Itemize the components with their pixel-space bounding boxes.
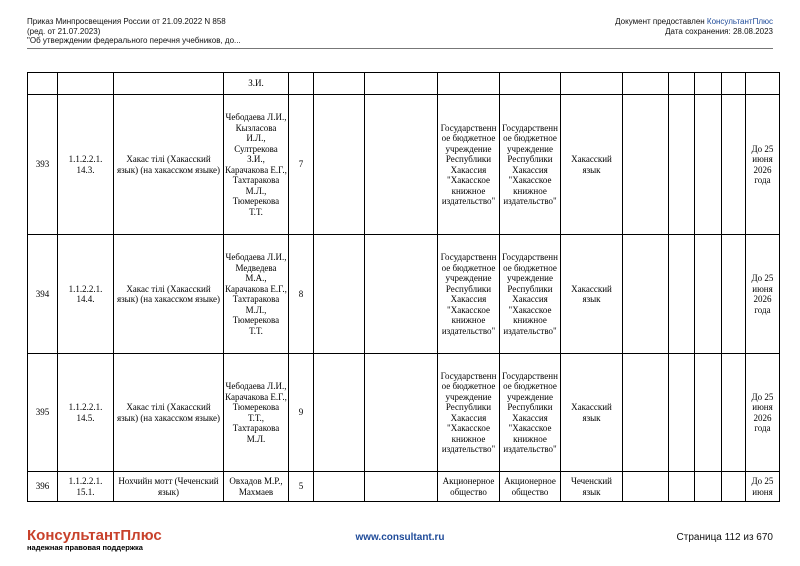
cell-code: 1.1.2.2.1. 14.4. [58,235,114,354]
cell-title: Хакас тілі (Хакасский язык) (на хакасском языке) [114,235,224,354]
cell-empty [365,354,438,472]
cell-empty [314,235,365,354]
header-divider [27,48,773,49]
cell-empty [365,95,438,235]
provided-by-text: Документ предоставлен [615,17,707,26]
doc-title-line: "Об утверждении федерального перечня учебников, до... [27,36,241,45]
cell-code: 1.1.2.2.1. 14.3. [58,95,114,235]
cell-authors: Чебодаева Л.И., Кызласова И.Л., Султрекова З.И., Карачакова Е.Г., Тахтаракова М.Л., Тюмерекова Т.Т. [224,95,289,235]
document-header-right [615,17,773,36]
cell-title: Хакас тілі (Хакасский язык) (на хакасском языке) [114,354,224,472]
cell-empty [314,95,365,235]
cell-code [58,73,114,95]
cell-empty [722,354,746,472]
cell-language: Хакасский язык [561,235,623,354]
cell-empty [623,472,669,502]
cell-grade: 7 [289,95,314,235]
page-counter: Страница 112 из 670 [676,532,773,543]
cell-publisher: Акционерное общество [438,472,500,502]
cell-empty [722,235,746,354]
save-date: Дата сохранения: 28.08.2023 [665,26,773,36]
cell-empty [695,235,722,354]
cell-code: 1.1.2.2.1. 15.1. [58,472,114,502]
cell-empty [695,354,722,472]
table-row [28,235,780,354]
cell-num [28,73,58,95]
cell-rights: Государственное бюджетное учреждение Республики Хакассия "Хакасское книжное издательство" [500,235,561,354]
cell-authors: Овхадов М.Р., Махмаев [224,472,289,502]
cell-empty [365,235,438,354]
cell-empty [314,73,365,95]
table-row-continued [28,73,780,95]
table-row [28,354,780,472]
cell-deadline: До 25 июня 2026 года [746,354,780,472]
cell-code: 1.1.2.2.1. 14.5. [58,354,114,472]
cell-empty [623,354,669,472]
cell-num: 395 [28,354,58,472]
cell-empty [722,73,746,95]
cell-empty [669,95,695,235]
footer-brand-logo: КонсультантПлюс [27,527,162,544]
cell-empty [669,73,695,95]
cell-num: 393 [28,95,58,235]
cell-publisher [438,73,500,95]
cell-title: Нохчийн мотт (Чеченский язык) [114,472,224,502]
footer-site-link[interactable]: www.consultant.ru [355,532,445,543]
textbook-table [27,72,780,502]
cell-empty [669,472,695,502]
cell-rights: Государственное бюджетное учреждение Республики Хакассия "Хакасское книжное издательство" [500,95,561,235]
table-row [28,95,780,235]
cell-title: Хакас тілі (Хакасский язык) (на хакасском языке) [114,95,224,235]
cell-grade: 9 [289,354,314,472]
cell-language: Чеченский язык [561,472,623,502]
cell-authors: Чебодаева Л.И., Карачакова Е.Г., Тюмерекова Т.Т., Тахтаракова М.Л. [224,354,289,472]
cell-empty [722,472,746,502]
cell-empty [314,472,365,502]
cell-language: Хакасский язык [561,95,623,235]
document-header-left [27,17,241,46]
cell-publisher: Государственное бюджетное учреждение Республики Хакассия "Хакасское книжное издательство" [438,354,500,472]
cell-num: 396 [28,472,58,502]
cell-empty [623,73,669,95]
cell-publisher: Государственное бюджетное учреждение Республики Хакассия "Хакасское книжное издательство" [438,235,500,354]
cell-grade: 5 [289,472,314,502]
cell-rights: Государственное бюджетное учреждение Республики Хакассия "Хакасское книжное издательство" [500,354,561,472]
cell-grade [289,73,314,95]
cell-empty [722,95,746,235]
cell-empty [623,235,669,354]
cell-empty [365,73,438,95]
cell-empty [314,354,365,472]
cell-deadline: До 25 июня 2026 года [746,95,780,235]
cell-empty [669,235,695,354]
cell-rights: Акционерное общество [500,472,561,502]
footer-tagline: надежная правовая поддержка [27,543,143,552]
cell-rights [500,73,561,95]
provider-brand-link[interactable]: КонсультантПлюс [706,17,773,26]
table-row [28,472,780,502]
cell-empty [695,95,722,235]
cell-deadline: До 25 июня [746,472,780,502]
doc-edition-line: (ред. от 21.07.2023) [27,26,101,36]
cell-empty [365,472,438,502]
cell-empty [669,354,695,472]
cell-authors: З.И. [224,73,289,95]
cell-deadline: До 25 июня 2026 года [746,235,780,354]
cell-empty [695,73,722,95]
cell-deadline [746,73,780,95]
cell-num: 394 [28,235,58,354]
cell-title [114,73,224,95]
cell-empty [623,95,669,235]
provided-by-line [615,17,773,27]
doc-order-line: Приказ Минпросвещения России от 21.09.2022 N 858 [27,17,226,26]
cell-grade: 8 [289,235,314,354]
cell-empty [695,472,722,502]
cell-language: Хакасский язык [561,354,623,472]
cell-publisher: Государственное бюджетное учреждение Республики Хакассия "Хакасское книжное издательство" [438,95,500,235]
cell-language [561,73,623,95]
cell-authors: Чебодаева Л.И., Медведева М.А., Карачакова Е.Г., Тахтаракова М.Л., Тюмерекова Т.Т. [224,235,289,354]
